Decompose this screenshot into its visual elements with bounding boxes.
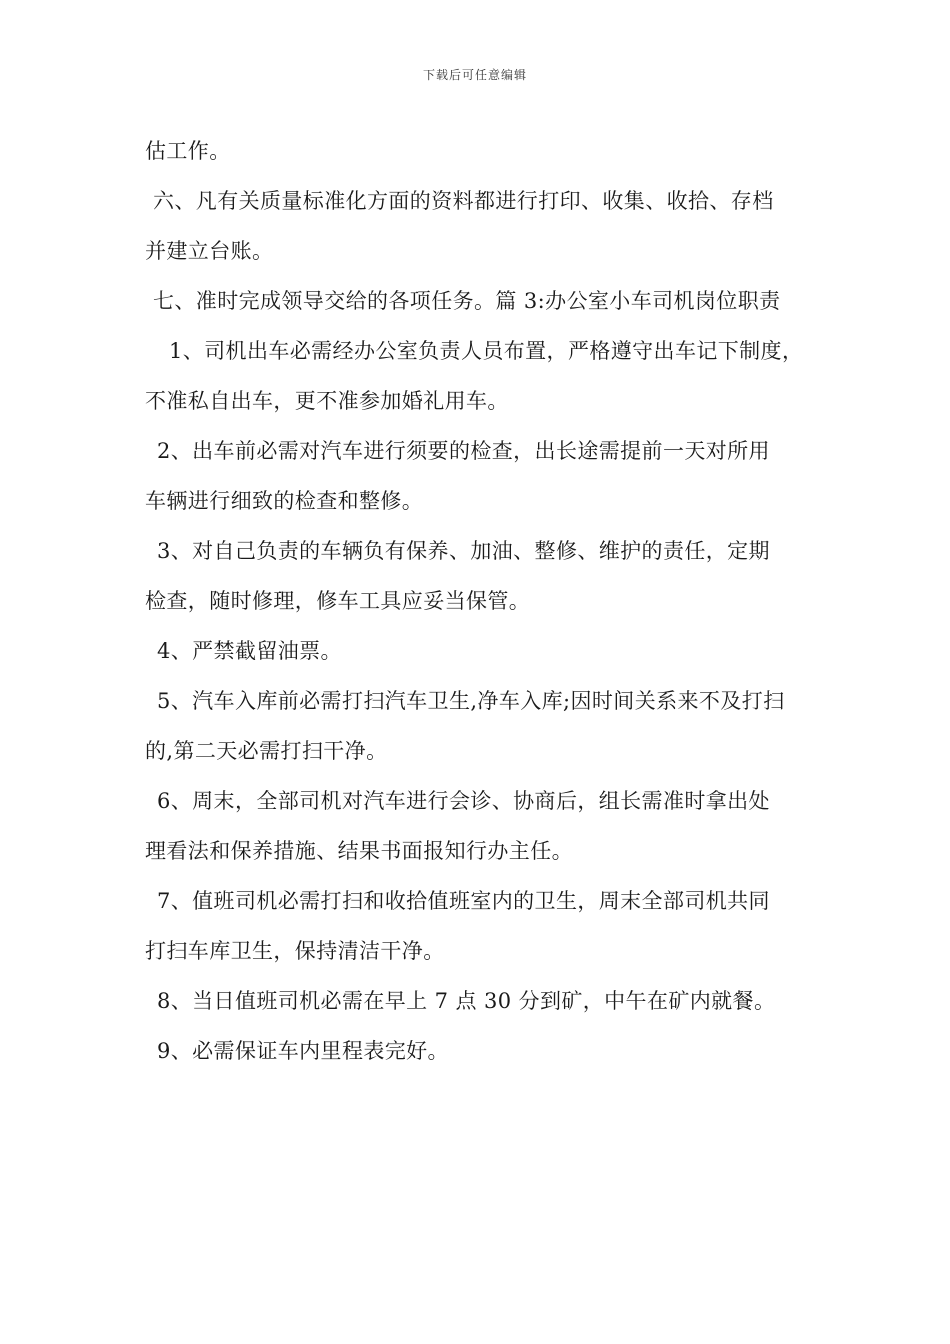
paragraph-line: 七、准时完成领导交给的各项任务。篇 3:办公室小车司机岗位职责 (153, 289, 781, 313)
paragraph-line: 理看法和保养措施、结果书面报知行办主任。 (145, 839, 573, 863)
paragraph-line: 估工作。 (145, 139, 231, 163)
paragraph-line: 9、必需保证车内里程表完好。 (157, 1039, 449, 1063)
paragraph-line: 4、严禁截留油票。 (157, 639, 342, 663)
paragraph-line: 5、汽车入库前必需打扫汽车卫生,净车入库;因时间关系来不及打扫 (157, 689, 785, 713)
paragraph-line: 的,第二天必需打扫干净。 (145, 739, 388, 763)
document-body (145, 134, 815, 1084)
paragraph-line: 7、值班司机必需打扫和收拾值班室内的卫生，周末全部司机共同 (157, 889, 770, 913)
paragraph-line: 6、周末，全部司机对汽车进行会诊、协商后，组长需准时拿出处 (157, 789, 770, 813)
paragraph-line: 2、出车前必需对汽车进行须要的检查，出长途需提前一天对所用 (157, 439, 770, 463)
paragraph-line: 六、凡有关质量标准化方面的资料都进行打印、收集、收拾、存档 (153, 189, 774, 213)
paragraph-line: 检查，随时修理，修车工具应妥当保管。 (145, 589, 531, 613)
paragraph-line: 8、当日值班司机必需在早上 7 点 30 分到矿，中午在矿内就餐。 (157, 989, 776, 1013)
paragraph-line: 车辆进行细致的检查和整修。 (145, 489, 424, 513)
paragraph-line: 不准私自出车，更不准参加婚礼用车。 (145, 389, 509, 413)
paragraph-line: 打扫车库卫生，保持清洁干净。 (145, 939, 445, 963)
page-header: 下载后可任意编辑 (422, 68, 527, 82)
paragraph-line: 1、司机出车必需经办公室负责人员布置，严格遵守出车记下制度， (169, 339, 804, 363)
paragraph-line: 并建立台账。 (145, 239, 274, 263)
paragraph-line: 3、对自己负责的车辆负有保养、加油、整修、维护的责任，定期 (157, 539, 770, 563)
